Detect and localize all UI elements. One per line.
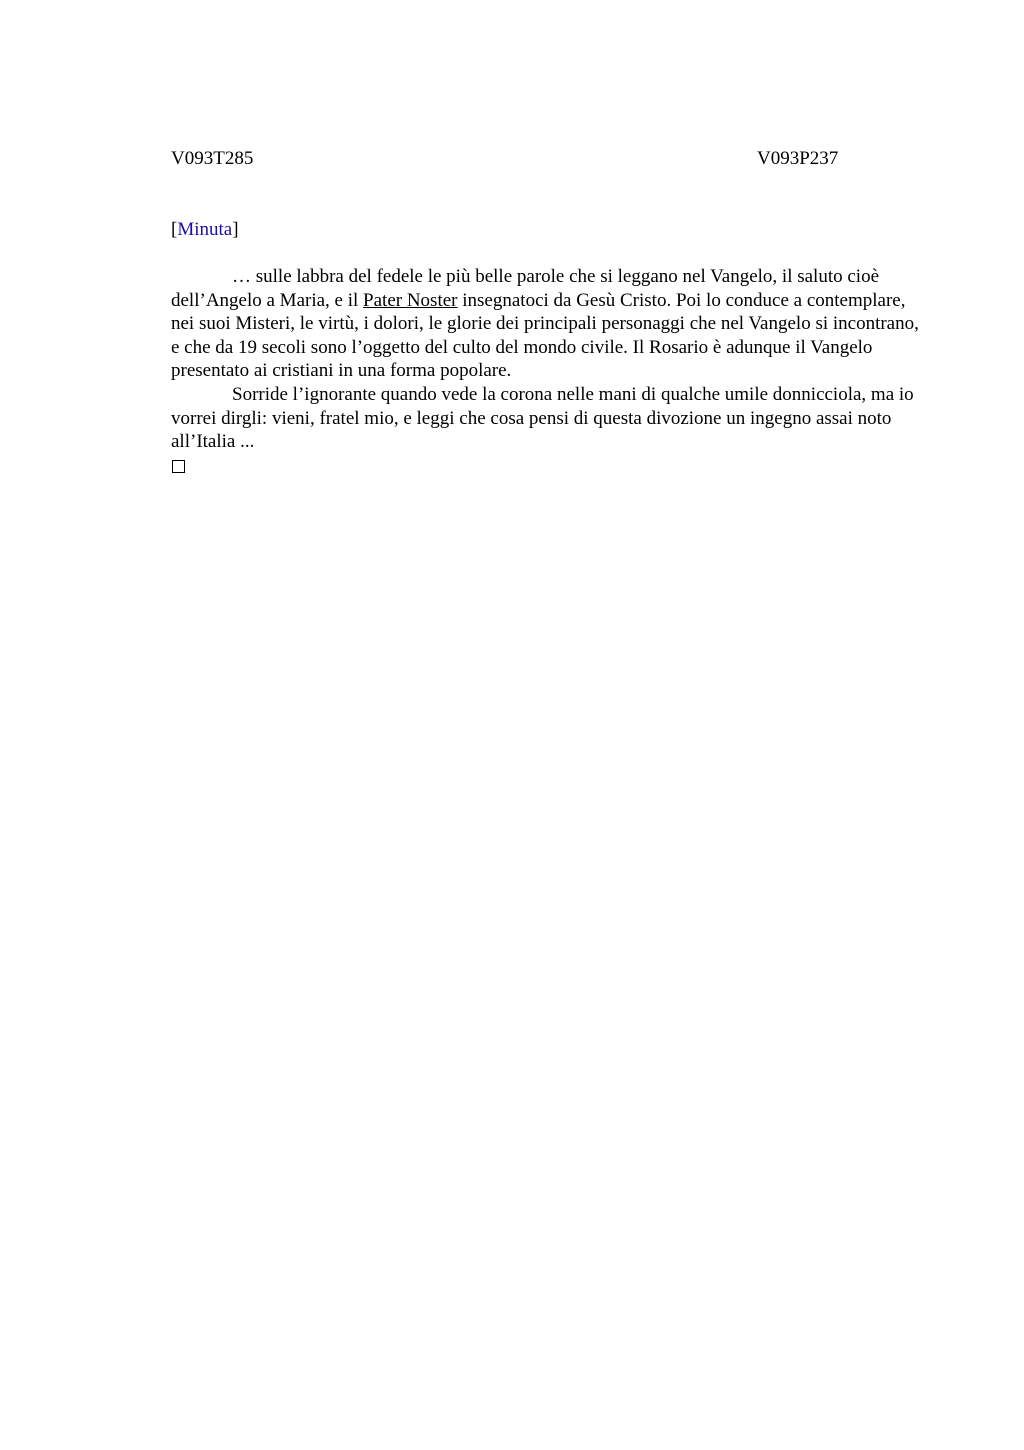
end-marker (171, 454, 923, 480)
letter-body (171, 265, 923, 479)
bracket-close: ] (232, 219, 239, 240)
volume-page-reference: V093P237 (757, 148, 839, 169)
pater-noster-underlined: Pater Noster (363, 289, 458, 311)
bracket-open: [ (171, 219, 178, 240)
header-references (171, 146, 923, 172)
document-page (171, 146, 923, 479)
paragraph-text-after: insegnatoci da Gesù Cristo. Poi lo conduce a contemplare, nei suoi Misteri, le virtù, i dolori, le glorie dei principali personaggi che nel Vangelo si incontrano, e che da 19 secoli sono l’oggetto del culto del mondo civile. Il Rosario è adunque il Vangelo presentato ai cristiani in una forma popolare. (171, 289, 919, 382)
minuta-link[interactable]: Minuta (177, 219, 233, 240)
volume-text-reference: V093T285 (171, 148, 254, 169)
section-label (171, 217, 923, 243)
paragraph (171, 265, 923, 383)
paragraph: Sorride l’ignorante quando vede la corona nelle mani di qualche umile donnicciola, ma io vorrei dirgli: vieni, fratel mio, e leggi che cosa pensi di questa divozione un ingegno assai noto all’Italia ... (171, 383, 914, 453)
paragraph-text-before: … sulle labbra del fedele le più belle parole che si leggano nel Vangelo, il saluto cioè dell’Angelo a Maria, e il (171, 266, 880, 311)
square-outline-icon (172, 460, 185, 473)
